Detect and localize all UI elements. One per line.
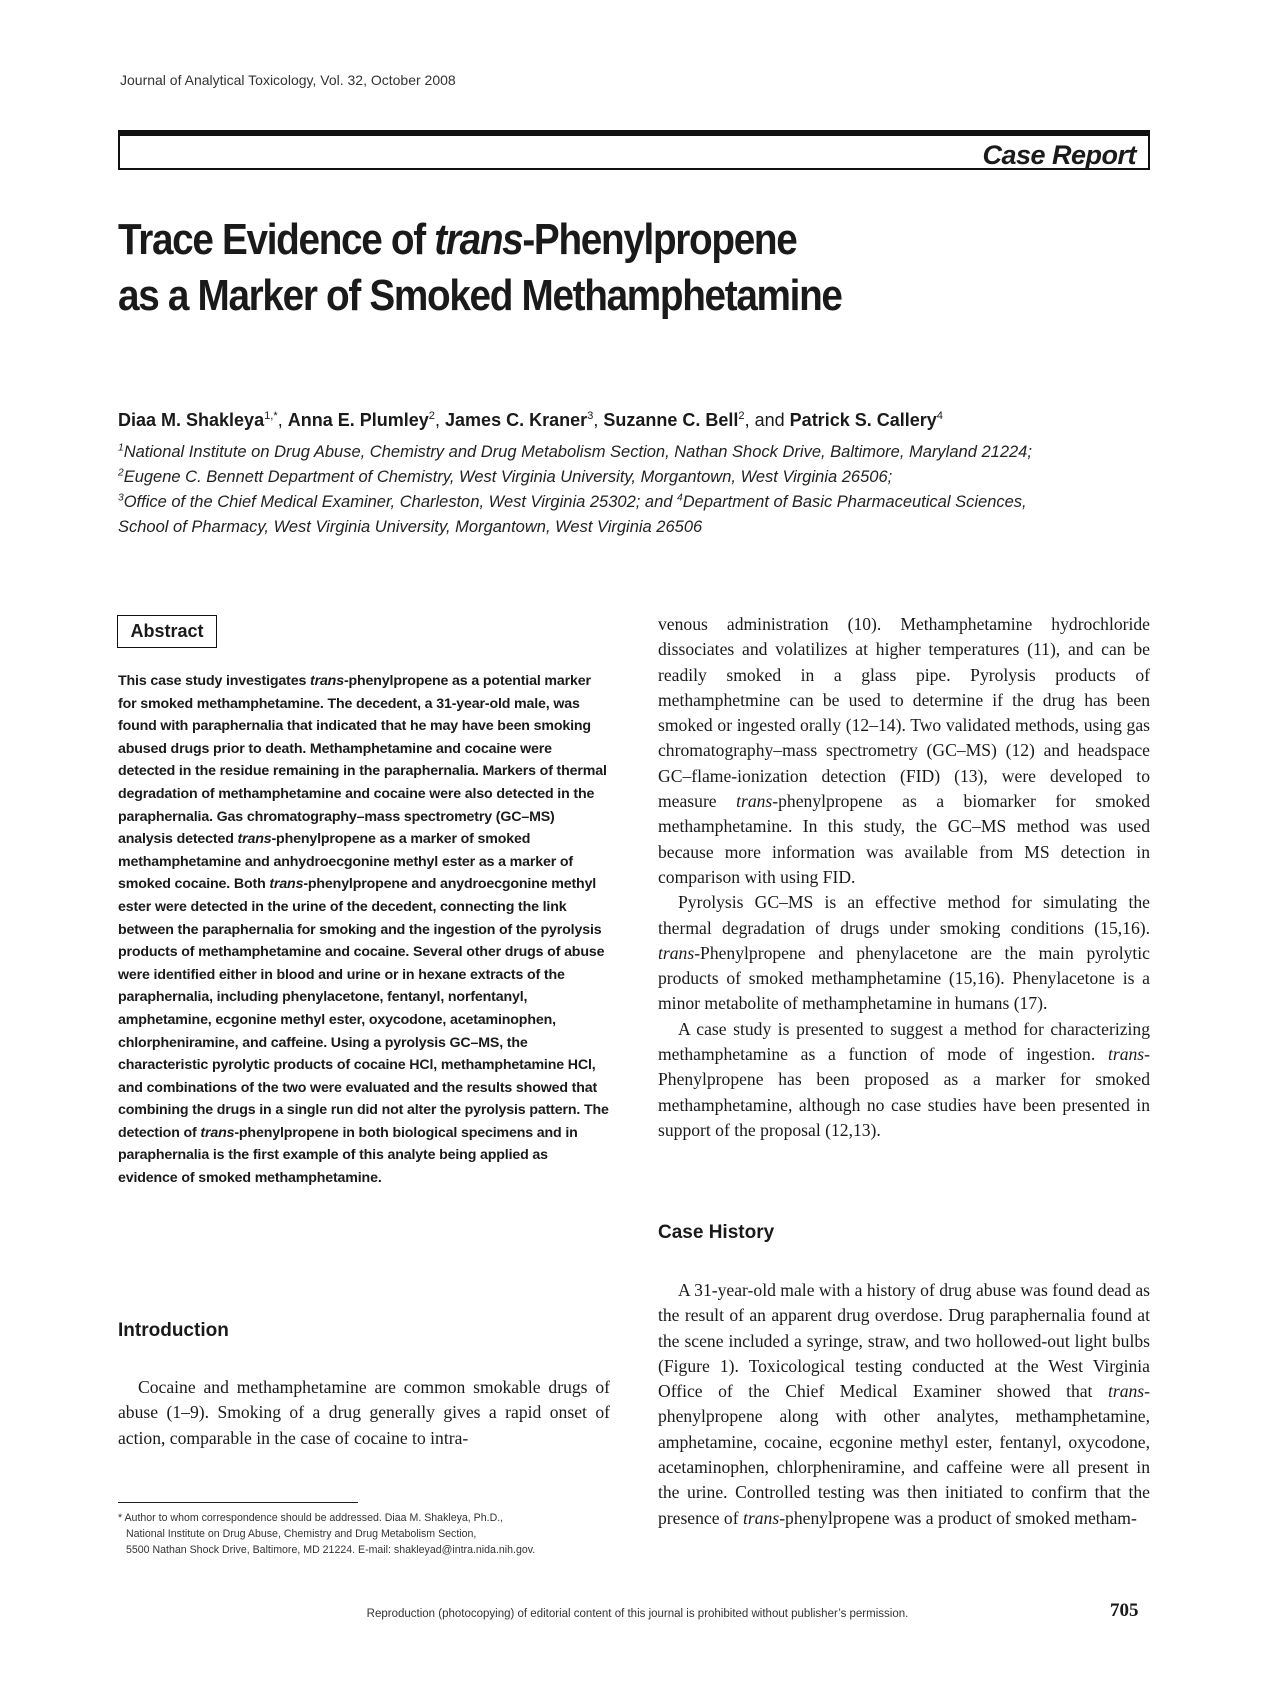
article-title [118, 212, 998, 324]
title-line-1: Trace Evidence of trans-Phenylpropene [118, 215, 797, 264]
affiliation-line: $^2$Eugene C. Bennett Department of Chemistry, West Virginia University, Morgantown, West Virginia 26506; [118, 467, 893, 486]
affiliation-line: $^1$National Institute on Drug Abuse, Chemistry and Drug Metabolism Section, Nathan Shock Drive, Baltimore, Maryland 21224; [118, 442, 1032, 461]
affiliations [118, 440, 1158, 540]
affiliation-line: $^3$Office of the Chief Medical Examiner, Charleston, West Virginia 25302; and $^4$Department of Basic Pharmaceutical Sciences, [118, 492, 1027, 511]
footnote-divider [118, 1502, 358, 1503]
abstract-heading: Abstract [117, 615, 217, 648]
paragraph: A 31-year-old male with a history of drug abuse was found dead as the result of an apparent drug overdose. Drug paraphernalia found at the scene included a syringe, straw, and two hollowed-out light bulbs (Figure 1). Toxicological testing conducted at the West Virginia Office of the Chief Medical Examiner showed that trans-phenylpropene along with other analytes, methamphetamine, amphetamine, cocaine, ecgonine methyl ester, fentanyl, oxycodone, acetaminophen, chlorpheniramine, and caffeine were all present in the urine. Controlled testing was then initiated to confirm that the presence of trans-phenylpropene was a product of smoked metham- [658, 1280, 1150, 1528]
paragraph: Pyrolysis GC–MS is an effective method for simulating the thermal degradation of drugs under smoking conditions (15,16). trans-Phenylpropene and phenylacetone are the main pyrolytic products of smoked methamphetamine (15,16). Phenylacetone is a minor metabolite of methamphetamine in humans (17). [658, 892, 1150, 1014]
right-column-body [658, 612, 1150, 1143]
affiliation-line: School of Pharmacy, West Virginia University, Morgantown, West Virginia 26506 [118, 518, 703, 536]
author-list: Diaa M. Shakleya$^{1,*}$, Anna E. Plumley$^2$, James C. Kraner$^3$, Suzanne C. Bell$^2$, and Patrick S. Callery$^4$ [118, 410, 943, 430]
paragraph: Cocaine and methamphetamine are common smokable drugs of abuse (1–9). Smoking of a drug generally gives a rapid onset of action, comparable in the case of cocaine to intra- [118, 1377, 610, 1448]
journal-citation: Journal of Analytical Toxicology, Vol. 32, October 2008 [120, 72, 456, 88]
reproduction-notice: Reproduction (photocopying) of editorial content of this journal is prohibited without publisher’s permission. [366, 1608, 909, 1620]
article-type-banner [118, 130, 1150, 170]
title-line-2: as a Marker of Smoked Methamphetamine [118, 271, 842, 320]
introduction-body [118, 1375, 610, 1451]
case-history-body [658, 1278, 1150, 1531]
correspondence-footnote: * Author to whom correspondence should be addressed. Diaa M. Shakleya, Ph.D., National Institute on Drug Abuse, Chemistry and Drug Metabolism Section, 5500 Nathan Shock Drive, Baltimore, MD 21224. E-mail: shakleyad@intra.nida.nih.gov. [118, 1512, 536, 1556]
introduction-heading: Introduction [118, 1320, 229, 1341]
abstract-body: This case study investigates trans-phenylpropene as a potential marker for smoked methamphetamine. The decedent, a 31-year-old male, was found with paraphernalia that indicated that he may have been smoking abused drugs prior to death. Methamphetamine and cocaine were detected in the residue remaining in the paraphernalia. Markers of thermal degradation of methamphetamine and cocaine were also detected in the paraphernalia. Gas chromatography–mass spectrometry (GC–MS) analysis detected trans-phenylpropene as a marker of smoked methamphetamine and anhydroecgonine methyl ester as a marker of smoked cocaine. Both trans-phenylpropene and anydroecgonine methyl ester were detected in the urine of the decedent, connecting the link between the paraphernalia for smoking and the ingestion of the pyrolysis products of methamphetamine and cocaine. Several other drugs of abuse were identified either in blood and urine or in hexane extracts of the paraphernalia, including phenylacetone, fentanyl, norfentanyl, amphetamine, ecgonine methyl ester, oxycodone, acetaminophen, chlorpheniramine, and caffeine. Using a pyrolysis GC–MS, the characteristic pyrolytic products of cocaine HCl, methamphetamine HCl, and combinations of the two were evaluated and the results showed that combining the drugs in a single run did not alter the pyrolysis pattern. The detection of trans-phenylpropene in both biological specimens and in paraphernalia is the first example of this analyte being applied as evidence of smoked methamphetamine. [118, 673, 609, 1187]
paragraph: venous administration (10). Methamphetamine hydrochloride dissociates and volatilizes at higher temperatures (11), and can be readily smoked in a glass pipe. Pyrolysis products of methamphetmine can be used to determine if the drug has been smoked or ingested orally (12–14). Two validated methods, using gas chromatography–mass spectrometry (GC–MS) (12) and headspace GC–flame-ionization detection (FID) (13), were developed to measure trans-phenylpropene as a biomarker for smoked methamphetamine. In this study, the GC–MS method was used because more information was available from MS detection in comparison with using FID. [658, 614, 1150, 887]
article-type-label: Case Report [982, 140, 1136, 170]
page-number: 705 [1110, 1600, 1139, 1621]
case-history-heading: Case History [658, 1222, 775, 1243]
paragraph: A case study is presented to suggest a method for characterizing methamphetamine as a function of mode of ingestion. trans-Phenylpropene has been proposed as a marker for smoked methamphetamine, although no case studies have been presented in support of the proposal (12,13). [658, 1018, 1150, 1140]
